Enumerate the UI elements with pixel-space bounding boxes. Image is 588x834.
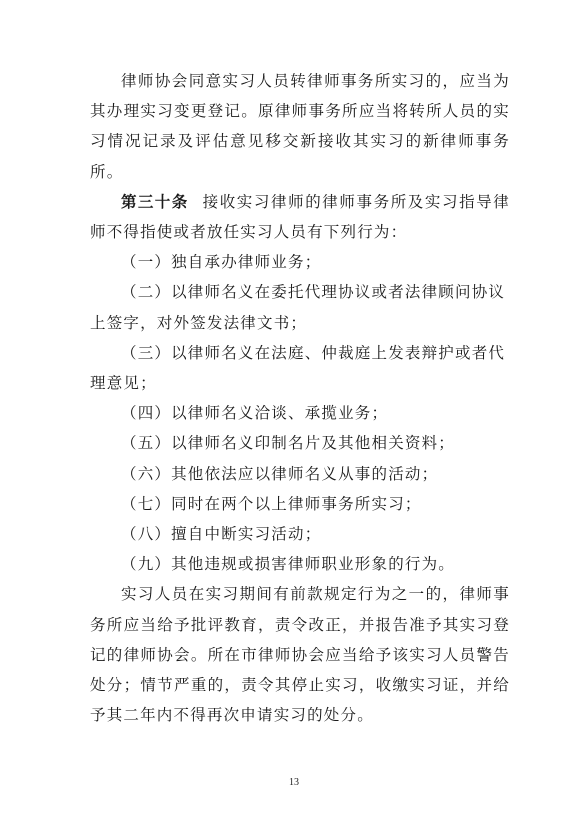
article-30 xyxy=(90,187,510,247)
page-number: 13 xyxy=(289,777,299,788)
list-item-7: （七）同时在两个以上律师事务所实习； xyxy=(121,494,422,513)
list-item-2: （二）以律师名义在委托代理协议或者法律顾问协议上签字，对外签发法律文书； xyxy=(90,283,506,332)
list-item-6: （六）其他依法应以律师名义从事的活动； xyxy=(121,464,439,483)
list-item-9: （九）其他违规或损害律师职业形象的行为。 xyxy=(121,555,456,574)
paragraph-transfer-registration: 律师协会同意实习人员转律师事务所实习的，应当为其办理实习变更登记。原律师事务所应当将转所人员的实习情况记录及评估意见移交新接收其实习的新律师事务所。 xyxy=(90,72,510,181)
list-item-1: （一）独自承办律师业务； xyxy=(121,253,322,272)
list-item-3: （三）以律师名义在法庭、仲裁庭上发表辩护或者代理意见； xyxy=(90,343,506,393)
paragraph-penalty: 实习人员在实习期间有前款规定行为之一的，律师事务所应当给予批评教育，责令改正，并报告准予其实习登记的律师协会。所在市律师协会应当给予该实习人员警告处分；情节严重的，责令其停止实习，收缴实习证，并给予其二年内不得再次申请实习的处分。 xyxy=(90,585,510,725)
list-item-4: （四）以律师名义洽谈、承揽业务； xyxy=(121,404,389,423)
list-item-8: （八）擅自中断实习活动； xyxy=(121,525,322,544)
article-text: 接收实习律师的律师事务所及实习指导律师不得指使或者放任实习人员有下列行为： xyxy=(90,192,510,242)
article-number: 第三十条 xyxy=(121,192,189,211)
document-body xyxy=(90,66,510,730)
list-item-5: （五）以律师名义印制名片及其他相关资料； xyxy=(121,434,456,453)
